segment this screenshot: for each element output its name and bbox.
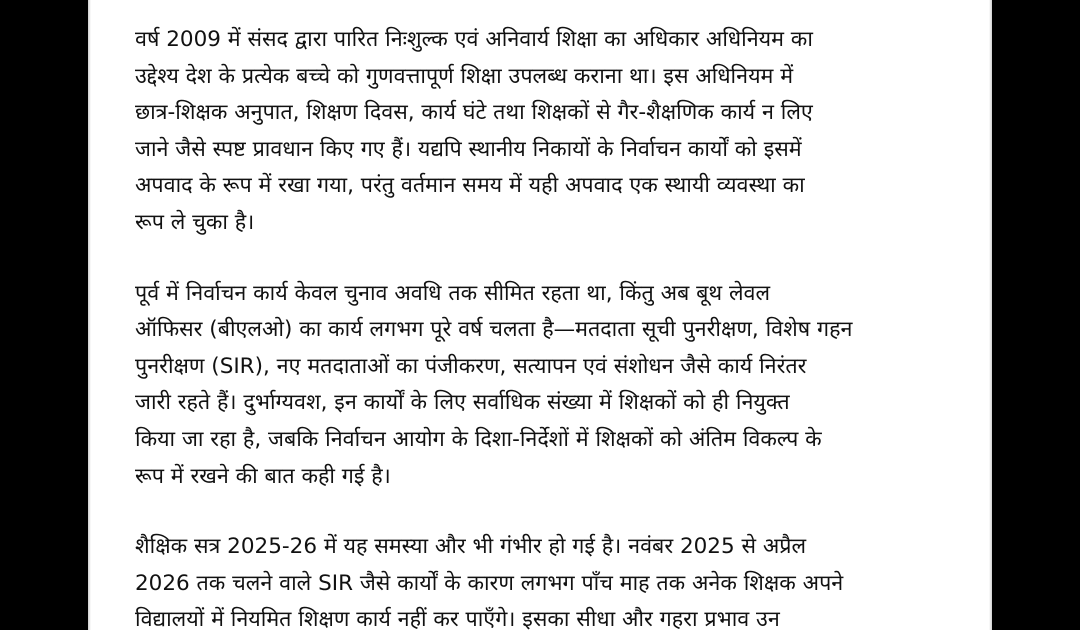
text-line: जारी रहते हैं। दुर्भाग्यवश, इन कार्यों के लिए सर्वाधिक संख्या में शिक्षकों को ही नियुक्त	[135, 390, 790, 416]
text-line: 2026 तक चलने वाले SIR जैसे कार्यों के कारण लगभग पाँच माह तक अनेक शिक्षक अपने	[135, 570, 844, 596]
text-line: रूप ले चुका है।	[135, 209, 255, 235]
paragraph-2	[135, 276, 955, 496]
text-line: जाने जैसे स्पष्ट प्रावधान किए गए हैं। यद्यपि स्थानीय निकायों के निर्वाचन कार्यों को इसमें	[135, 136, 802, 162]
document-page	[88, 0, 992, 630]
text-line: पुनरीक्षण (SIR), नए मतदाताओं का पंजीकरण, सत्यापन एवं संशोधन जैसे कार्य निरंतर	[135, 353, 807, 379]
text-line: अपवाद के रूप में रखा गया, परंतु वर्तमान समय में यही अपवाद एक स्थायी व्यवस्था का	[135, 173, 805, 199]
text-line: शैक्षिक सत्र 2025-26 में यह समस्या और भी गंभीर हो गई है। नवंबर 2025 से अप्रैल	[135, 534, 807, 560]
document-body	[135, 22, 955, 630]
text-line: रूप में रखने की बात कही गई है।	[135, 463, 391, 489]
paragraph-1	[135, 22, 955, 242]
text-line: छात्र-शिक्षक अनुपात, शिक्षण दिवस, कार्य घंटे तथा शिक्षकों से गैर-शैक्षणिक कार्य न लिए	[135, 100, 813, 126]
page-edge-left	[88, 0, 91, 630]
text-line: ऑफिसर (बीएलओ) का कार्य लगभग पूरे वर्ष चलता है—मतदाता सूची पुनरीक्षण, विशेष गहन	[135, 317, 853, 343]
text-line: उद्देश्य देश के प्रत्येक बच्चे को गुणवत्तापूर्ण शिक्षा उपलब्ध कराना था। इस अधिनियम में	[135, 63, 794, 89]
text-line: वर्ष 2009 में संसद द्वारा पारित निःशुल्क एवं अनिवार्य शिक्षा का अधिकार अधिनियम का	[135, 27, 813, 52]
paragraph-3	[135, 529, 955, 630]
text-line: पूर्व में निर्वाचन कार्य केवल चुनाव अवधि तक सीमित रहता था, किंतु अब बूथ लेवल	[135, 280, 771, 306]
text-line: विद्यालयों में नियमित शिक्षण कार्य नहीं कर पाएँगे। इसका सीधा और गहरा प्रभाव उन	[135, 607, 780, 630]
text-line: किया जा रहा है, जबकि निर्वाचन आयोग के दिशा-निर्देशों में शिक्षकों को अंतिम विकल्प के	[135, 426, 822, 452]
page-edge-right	[989, 0, 992, 630]
